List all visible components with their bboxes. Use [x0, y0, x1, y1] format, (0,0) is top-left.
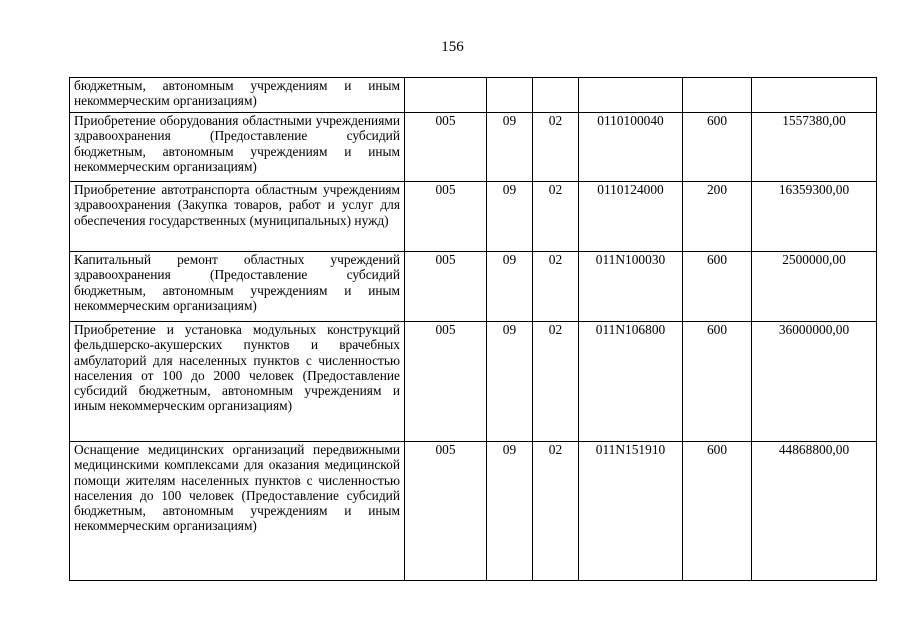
- subsection-code-cell: 02: [533, 442, 579, 581]
- subsection-code-cell: 02: [533, 322, 579, 442]
- expense-name-cell: Приобретение автотранспорта областным учреждениям здравоохранения (Закупка товаров, работ и услуг для обеспечения государственных (муниципальных) нужд): [70, 182, 405, 252]
- amount-cell: 36000000,00: [752, 322, 877, 442]
- ministry-code-cell: [405, 78, 487, 113]
- expense-type-cell: 600: [683, 252, 752, 322]
- expense-type-cell: 600: [683, 113, 752, 182]
- subsection-code-cell: [533, 78, 579, 113]
- expense-name-cell: Оснащение медицинских организаций передвижными медицинскими комплексами для оказания медицинской помощи жителям населенных пунктов с численностью населения до 100 человек (Предоставление субсидий бюджетным, автономным учреждениям и иным некоммерческим организациям): [70, 442, 405, 581]
- target-article-cell: 011N151910: [579, 442, 683, 581]
- section-code-cell: 09: [487, 113, 533, 182]
- table-row: [70, 322, 877, 442]
- target-article-cell: 011N100030: [579, 252, 683, 322]
- section-code-cell: 09: [487, 252, 533, 322]
- section-code-cell: [487, 78, 533, 113]
- table-row: [70, 113, 877, 182]
- page-number: 156: [441, 39, 464, 55]
- expense-name-cell: Приобретение оборудования областными учреждениями здравоохранения (Предоставление субсидий бюджетным, автономным учреждениям и иным некоммерческим организациям): [70, 113, 405, 182]
- table-row: [70, 252, 877, 322]
- ministry-code-cell: 005: [405, 322, 487, 442]
- table-row: [70, 442, 877, 581]
- target-article-cell: [579, 78, 683, 113]
- section-code-cell: 09: [487, 442, 533, 581]
- expense-type-cell: [683, 78, 752, 113]
- target-article-cell: 0110124000: [579, 182, 683, 252]
- subsection-code-cell: 02: [533, 182, 579, 252]
- amount-cell: 2500000,00: [752, 252, 877, 322]
- budget-table: [69, 77, 877, 581]
- table-row: [70, 78, 877, 113]
- ministry-code-cell: 005: [405, 442, 487, 581]
- section-code-cell: 09: [487, 322, 533, 442]
- section-code-cell: 09: [487, 182, 533, 252]
- target-article-cell: 011N106800: [579, 322, 683, 442]
- ministry-code-cell: 005: [405, 113, 487, 182]
- expense-type-cell: 600: [683, 442, 752, 581]
- subsection-code-cell: 02: [533, 113, 579, 182]
- ministry-code-cell: 005: [405, 182, 487, 252]
- expense-type-cell: 200: [683, 182, 752, 252]
- amount-cell: 16359300,00: [752, 182, 877, 252]
- table-row: [70, 182, 877, 252]
- expense-name-cell: бюджетным, автономным учреждениям и иным некоммерческим организациям): [70, 78, 405, 113]
- amount-cell: 1557380,00: [752, 113, 877, 182]
- subsection-code-cell: 02: [533, 252, 579, 322]
- expense-name-cell: Приобретение и установка модульных конструкций фельдшерско-акушерских пунктов и врачебных амбулаторий для населенных пунктов с численностью населения от 100 до 2000 человек (Предоставление субсидий бюджетным, автономным учреждениям и иным некоммерческим организациям): [70, 322, 405, 442]
- amount-cell: [752, 78, 877, 113]
- amount-cell: 44868800,00: [752, 442, 877, 581]
- target-article-cell: 0110100040: [579, 113, 683, 182]
- ministry-code-cell: 005: [405, 252, 487, 322]
- expense-type-cell: 600: [683, 322, 752, 442]
- expense-name-cell: Капитальный ремонт областных учреждений здравоохранения (Предоставление субсидий бюджетным, автономным учреждениям и иным некоммерческим организациям): [70, 252, 405, 322]
